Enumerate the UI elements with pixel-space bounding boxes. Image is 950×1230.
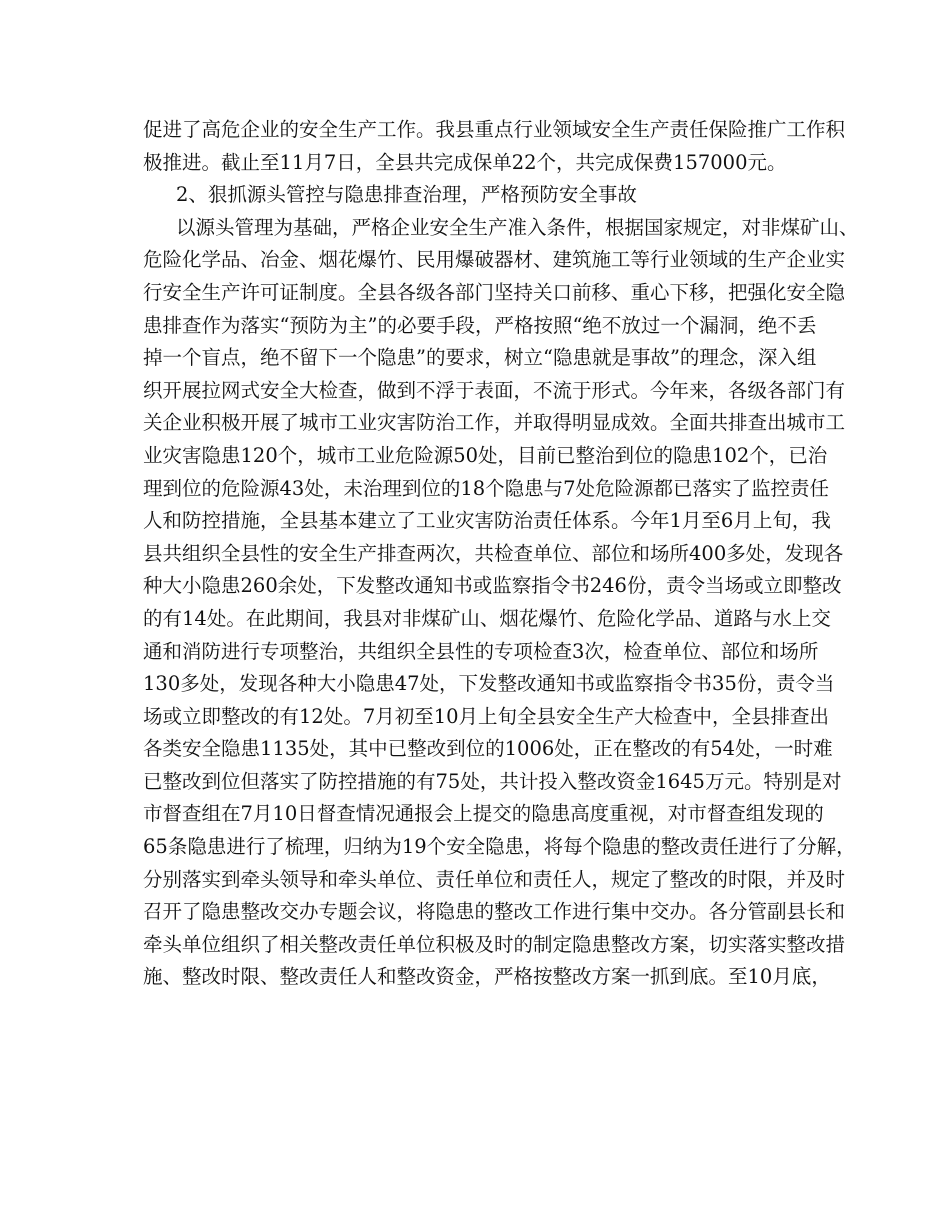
text-line: 已整改到位但落实了防控措施的有75处，共计投入整改资金1645万元。特别是对	[143, 769, 842, 793]
text-line: 人和防控措施，全县基本建立了工业灾害防治责任体系。今年1月至6月上旬，我	[143, 509, 831, 533]
text-line: 场或立即整改的有12处。7月初至10月上旬全县安全生产大检查中，全县排查出	[143, 704, 830, 728]
text-line: 的有14处。在此期间，我县对非煤矿山、烟花爆竹、危险化学品、道路与水上交	[143, 606, 831, 630]
text-line: 通和消防进行专项整治，共组织全县性的专项检查3次，检查单位、部位和场所	[143, 639, 819, 663]
text-line: 业灾害隐患120个，城市工业危险源50处，目前已整治到位的隐患102个，已治	[143, 443, 828, 467]
text-line: 市督查组在7月10日督查情况通报会上提交的隐患高度重视，对市督查组发现的	[143, 802, 824, 826]
section-heading: 2、狠抓源头管控与隐患排查治理，严格预防安全事故	[176, 183, 637, 207]
text-line: 极推进。截止至11月7日，全县共完成保单22个，共完成保费157000元。	[143, 150, 787, 174]
text-line: 牵头单位组织了相关整改责任单位积极及时的制定隐患整改方案，切实落实整改措	[143, 932, 846, 956]
text-line: 关企业积极开展了城市工业灾害防治工作，并取得明显成效。全面共排查出城市工	[143, 411, 846, 435]
text-line: 分别落实到牵头领导和牵头单位、责任单位和责任人，规定了整改的时限，并及时	[143, 867, 846, 891]
text-line: 65条隐患进行了梳理，归纳为19个安全隐患，将每个隐患的整改责任进行了分解，	[143, 835, 856, 859]
text-line: 掉一个盲点，绝不留下一个隐患”的要求，树立“隐患就是事故”的理念，深入组	[143, 346, 817, 370]
text-line: 各类安全隐患1135处，其中已整改到位的1006处，正在整改的有54处，一时难	[143, 737, 833, 761]
text-line: 种大小隐患260余处，下发整改通知书或监察指令书246份，责令当场或立即整改	[143, 574, 842, 598]
text-line: 县共组织全县性的安全生产排查两次，共检查单位、部位和场所400多处，发现各	[143, 541, 844, 565]
text-line: 以源头管理为基础，严格企业安全生产准入条件，根据国家规定，对非煤矿山、	[176, 215, 859, 239]
text-line: 召开了隐患整改交办专题会议，将隐患的整改工作进行集中交办。各分管副县长和	[143, 900, 846, 924]
text-line: 理到位的危险源43处，未治理到位的18个隐患与7处危险源都已落实了监控责任	[143, 476, 830, 500]
text-line: 130多处，发现各种大小隐患47处，下发整改通知书或监察指令书35份，责令当	[143, 672, 835, 696]
text-line: 危险化学品、冶金、烟花爆竹、民用爆破器材、建筑施工等行业领域的生产企业实	[143, 248, 846, 272]
text-line: 促进了高危企业的安全生产工作。我县重点行业领域安全生产责任保险推广工作积	[143, 118, 846, 141]
text-line: 施、整改时限、整改责任人和整改资金，严格按整改方案一抓到底。至10月底，	[143, 965, 831, 989]
text-line: 患排查作为落实“预防为主”的必要手段，严格按照“绝不放过一个漏洞，绝不丢	[143, 313, 817, 337]
document-body-text	[143, 114, 859, 994]
text-line: 织开展拉网式安全大检查，做到不浮于表面，不流于形式。今年来，各级各部门有	[143, 378, 846, 402]
text-line: 行安全生产许可证制度。全县各级各部门坚持关口前移、重心下移，把强化安全隐	[143, 280, 846, 304]
